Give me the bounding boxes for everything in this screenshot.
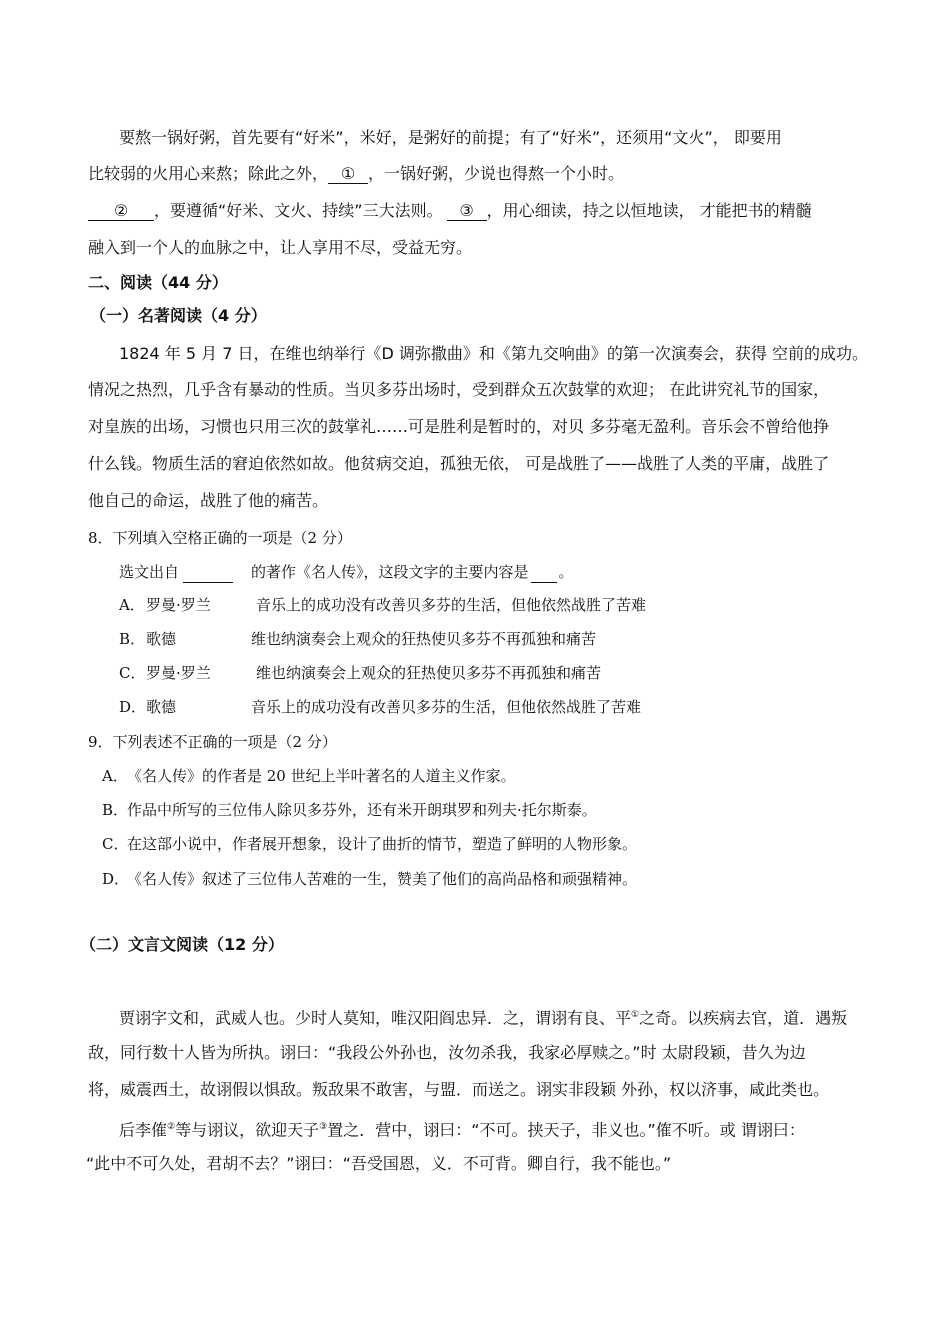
passage1-line2	[88, 164, 624, 184]
option-content: 音乐上的成功没有改善贝多芬的生活，但他依然战胜了苦难	[251, 698, 642, 716]
part1-heading: （一）名著阅读（4 分）	[90, 306, 267, 325]
part2-text: 置之．营中，诩曰：“不可。挟天子，非义也。”傕不听。或 谓诩曰：	[327, 1120, 805, 1140]
passage1-text: 比较弱的火用心来熬；除此之外，	[88, 164, 329, 183]
part2-text: 后李傕	[119, 1120, 168, 1140]
passage1-line3	[88, 201, 812, 221]
passage1-text: ，要遵循“好米、文火、持续”三大法则。	[154, 201, 443, 220]
option-letter: B．	[102, 801, 129, 819]
option-letter: A．	[119, 596, 145, 614]
q8-blank-author[interactable]	[183, 562, 233, 583]
q8-fill-text: 。	[558, 563, 574, 581]
part2-line	[119, 1005, 847, 1028]
option-letter: D．	[102, 870, 130, 888]
part1-line: 他自己的命运，战胜了他的痛苦。	[88, 491, 329, 510]
option-content: 《名人传》叙述了三位伟人苦难的一生，赞美了他们的高尚品格和顽强精神。	[127, 870, 638, 888]
option-author: 罗曼·罗兰	[146, 596, 211, 614]
part2-text: 之奇。以疾病去官，道．遇叛	[639, 1008, 848, 1028]
part2-heading: （二）文言文阅读（12 分）	[80, 935, 284, 954]
q8-fill-text: 选文出自	[119, 563, 180, 581]
q8-fill-text: 的著作《名人传》，这段文字的主要内容是	[251, 563, 529, 581]
part2-line	[119, 1117, 805, 1140]
part2-line: 将，威震西土，故诩假以惧敌。叛敌果不敢害，与盟．而送之。诩实非段颖 外孙，权以济事，咸此类也。	[88, 1080, 830, 1099]
option-author: 罗曼·罗兰	[146, 664, 211, 682]
q8-stem: 8．下列填入空格正确的一项是（2 分）	[88, 529, 352, 547]
option-content: 音乐上的成功没有改善贝多芬的生活，但他依然战胜了苦难	[256, 596, 647, 614]
q8-fill-line	[119, 562, 574, 583]
section-heading: 二、阅读（44 分）	[88, 273, 228, 292]
option-content: 《名人传》的作者是 20 世纪上半叶著名的人道主义作家。	[127, 767, 516, 785]
passage1-text: ，一锅好粥，少说也得熬一个小时。	[368, 164, 625, 183]
part2-text: 等与诩议，欲迎天子	[175, 1120, 320, 1140]
part1-line: 对皇族的出场，习惯也只用三次的鼓掌礼……可是胜利是暂时的，对贝 多芬毫无盈利。音乐会不曾给他挣	[88, 417, 830, 436]
passage1-line4	[88, 238, 472, 258]
passage1-line1	[119, 128, 782, 148]
option-letter: B．	[119, 630, 146, 648]
part1-line: 1824 年 5 月 7 日，在维也纳举行《D 调弥撒曲》和《第九交响曲》的第一次演奏会，获得 空前的成功。	[119, 344, 869, 363]
option-letter: D．	[119, 698, 147, 716]
q9-stem: 9．下列表述不正确的一项是（2 分）	[88, 733, 337, 751]
passage1-text: ，用心细读，持之以恒地读， 才能把书的精髓	[486, 201, 812, 220]
part2-text: 贾诩字文和，武威人也。少时人莫知，唯汉阳阎忠异．之，谓诩有良、平	[119, 1008, 632, 1028]
part1-line: 情况之热烈，几乎含有暴动的性质。当贝多芬出场时，受到群众五次鼓掌的欢迎； 在此讲究礼节的国家，	[88, 380, 830, 399]
option-letter: C．	[119, 664, 146, 682]
option-content: 维也纳演奏会上观众的狂热使贝多芬不再孤独和痛苦	[251, 630, 597, 648]
footnote-mark: ①	[631, 1010, 640, 1020]
part1-line: 什么钱。物质生活的窘迫依然如故。他贫病交迫，孤独无依， 可是战胜了——战胜了人类的平庸，战胜了	[88, 454, 830, 473]
option-content: 在这部小说中，作者展开想象，设计了曲折的情节，塑造了鲜明的人物形象。	[127, 835, 638, 853]
part2-line: “此中不可久处，君胡不去？”诩曰：“吾受国恩，义．不可背。卿自行，我不能也。”	[86, 1154, 672, 1173]
q8-blank-content[interactable]	[531, 562, 557, 583]
passage1-text: 要熬一锅好粥，首先要有“好米”，米好，是粥好的前提；有了“好米”，还须用“文火”， 即要用	[119, 128, 782, 147]
option-content: 维也纳演奏会上观众的狂热使贝多芬不再孤独和痛苦	[256, 664, 602, 682]
passage1-text: 融入到一个人的血脉之中，让人享用不尽，受益无穷。	[88, 238, 473, 257]
option-letter: A．	[102, 767, 128, 785]
option-author: 歌德	[146, 698, 177, 716]
footnote-mark: ②	[167, 1122, 176, 1132]
option-content: 作品中所写的三位伟人除贝多芬外，还有米开朗琪罗和列夫·托尔斯泰。	[127, 801, 597, 819]
blank-2[interactable]: ②	[88, 202, 154, 221]
option-letter: C．	[102, 835, 129, 853]
part2-line: 敌，同行数十人皆为所执。诩曰：“我段公外孙也，汝勿杀我，我家必厚赎之。”时 太尉段颖，昔久为边	[88, 1043, 806, 1062]
option-author: 歌德	[146, 630, 177, 648]
blank-3[interactable]: ③	[447, 202, 487, 221]
footnote-mark: ③	[319, 1122, 328, 1132]
blank-1[interactable]: ①	[328, 165, 368, 184]
